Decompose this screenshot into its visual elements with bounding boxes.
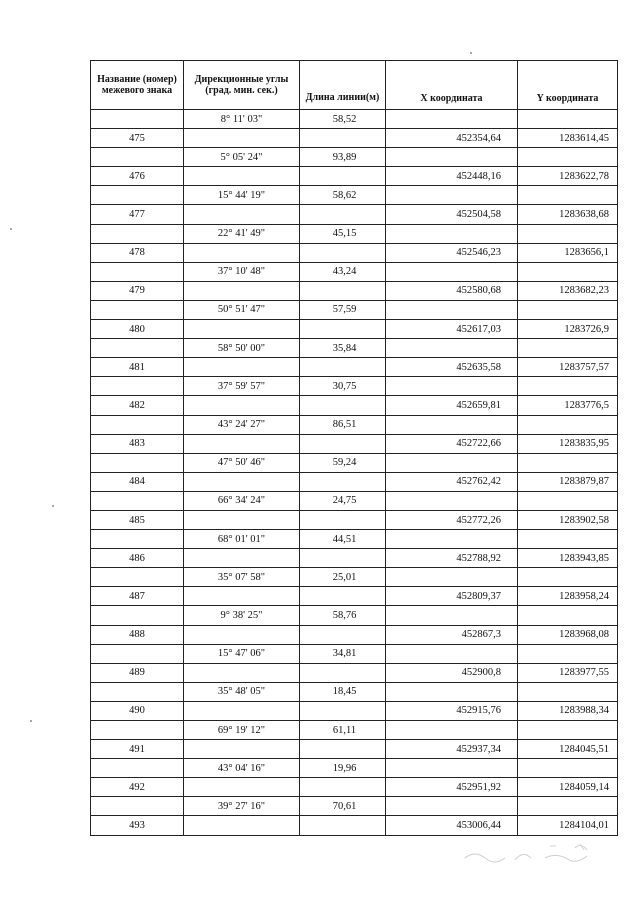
table-row <box>91 606 618 625</box>
line-length-cell: 25,01 <box>300 568 386 587</box>
sign-name-cell <box>91 568 184 587</box>
line-length-cell: 18,45 <box>300 682 386 701</box>
direction-angle-cell <box>184 396 300 415</box>
y-coordinate-cell <box>518 415 618 434</box>
speck <box>470 52 472 54</box>
table-row <box>91 358 618 377</box>
line-length-cell <box>300 129 386 148</box>
y-coordinate-cell: 1283977,55 <box>518 663 618 682</box>
table-row <box>91 453 618 472</box>
line-length-cell: 24,75 <box>300 491 386 510</box>
table-row <box>91 186 618 205</box>
sign-name-cell <box>91 797 184 816</box>
y-coordinate-cell <box>518 224 618 243</box>
table-row <box>91 778 618 797</box>
sign-name-cell: 485 <box>91 510 184 529</box>
y-coordinate-cell <box>518 491 618 510</box>
y-coordinate-cell <box>518 110 618 129</box>
y-coordinate-cell <box>518 568 618 587</box>
x-coordinate-cell: 453006,44 <box>386 816 518 835</box>
table-row <box>91 377 618 396</box>
table-row <box>91 281 618 300</box>
sign-name-cell: 489 <box>91 663 184 682</box>
x-coordinate-cell: 452546,23 <box>386 243 518 262</box>
sign-name-cell: 481 <box>91 358 184 377</box>
sign-name-cell: 490 <box>91 701 184 720</box>
y-coordinate-cell: 1283835,95 <box>518 434 618 453</box>
line-length-cell: 34,81 <box>300 644 386 663</box>
direction-angle-cell: 69° 19' 12" <box>184 721 300 740</box>
direction-angle-cell <box>184 510 300 529</box>
table-row <box>91 148 618 167</box>
x-coordinate-cell: 452722,66 <box>386 434 518 453</box>
x-coordinate-cell <box>386 186 518 205</box>
x-coordinate-cell <box>386 682 518 701</box>
direction-angle-cell <box>184 472 300 491</box>
direction-angle-cell: 35° 48' 05" <box>184 682 300 701</box>
table-header-row <box>91 61 618 110</box>
x-coordinate-cell <box>386 721 518 740</box>
line-length-cell: 30,75 <box>300 377 386 396</box>
y-coordinate-cell: 1283656,1 <box>518 243 618 262</box>
x-coordinate-cell: 452772,26 <box>386 510 518 529</box>
sign-name-cell <box>91 453 184 472</box>
sign-name-cell <box>91 491 184 510</box>
line-length-cell <box>300 358 386 377</box>
direction-angle-cell <box>184 816 300 835</box>
table-row <box>91 701 618 720</box>
direction-angle-cell: 66° 34' 24" <box>184 491 300 510</box>
sign-name-cell: 488 <box>91 625 184 644</box>
x-coordinate-cell: 452354,64 <box>386 129 518 148</box>
line-length-cell: 57,59 <box>300 300 386 319</box>
line-length-cell <box>300 434 386 453</box>
x-coordinate-cell <box>386 415 518 434</box>
x-coordinate-cell <box>386 644 518 663</box>
table-row <box>91 243 618 262</box>
y-coordinate-cell: 1283757,57 <box>518 358 618 377</box>
x-coordinate-cell <box>386 224 518 243</box>
x-coordinate-cell: 452617,03 <box>386 320 518 339</box>
x-coordinate-cell: 452504,58 <box>386 205 518 224</box>
direction-angle-cell: 37° 59' 57" <box>184 377 300 396</box>
sign-name-cell <box>91 682 184 701</box>
sign-name-cell: 493 <box>91 816 184 835</box>
direction-angle-cell: 43° 04' 16" <box>184 759 300 778</box>
line-length-cell <box>300 243 386 262</box>
y-coordinate-cell <box>518 377 618 396</box>
sign-name-cell <box>91 644 184 663</box>
sign-name-cell: 475 <box>91 129 184 148</box>
y-coordinate-cell <box>518 530 618 549</box>
direction-angle-cell: 5° 05' 24" <box>184 148 300 167</box>
sign-name-cell: 487 <box>91 587 184 606</box>
line-length-cell: 44,51 <box>300 530 386 549</box>
line-length-cell <box>300 587 386 606</box>
x-coordinate-cell: 452900,8 <box>386 663 518 682</box>
sign-name-cell: 486 <box>91 549 184 568</box>
direction-angle-cell: 35° 07' 58" <box>184 568 300 587</box>
x-coordinate-cell: 452937,34 <box>386 740 518 759</box>
table-row <box>91 491 618 510</box>
direction-angle-cell <box>184 778 300 797</box>
line-length-cell: 59,24 <box>300 453 386 472</box>
direction-angle-cell <box>184 549 300 568</box>
line-length-cell: 61,11 <box>300 721 386 740</box>
y-coordinate-cell <box>518 186 618 205</box>
sign-name-cell: 491 <box>91 740 184 759</box>
sign-name-cell: 484 <box>91 472 184 491</box>
table-body <box>91 110 618 836</box>
x-coordinate-cell: 452448,16 <box>386 167 518 186</box>
x-coordinate-cell: 452580,68 <box>386 281 518 300</box>
x-coordinate-cell: 452809,37 <box>386 587 518 606</box>
sign-name-cell <box>91 759 184 778</box>
sign-name-cell: 480 <box>91 320 184 339</box>
x-coordinate-cell <box>386 759 518 778</box>
y-coordinate-cell: 1283943,85 <box>518 549 618 568</box>
table-row <box>91 472 618 491</box>
x-coordinate-cell <box>386 262 518 281</box>
x-coordinate-cell <box>386 148 518 167</box>
header-y-coordinate: Y координата <box>518 61 618 110</box>
x-coordinate-cell <box>386 300 518 319</box>
speck <box>30 720 32 722</box>
y-coordinate-cell <box>518 759 618 778</box>
table-row <box>91 110 618 129</box>
line-length-cell <box>300 701 386 720</box>
y-coordinate-cell: 1283988,34 <box>518 701 618 720</box>
x-coordinate-cell: 452659,81 <box>386 396 518 415</box>
x-coordinate-cell <box>386 797 518 816</box>
x-coordinate-cell <box>386 339 518 358</box>
line-length-cell <box>300 816 386 835</box>
y-coordinate-cell: 1283638,68 <box>518 205 618 224</box>
x-coordinate-cell: 452788,92 <box>386 549 518 568</box>
faint-signature-marks <box>455 838 615 872</box>
sign-name-cell: 482 <box>91 396 184 415</box>
direction-angle-cell <box>184 663 300 682</box>
line-length-cell: 86,51 <box>300 415 386 434</box>
table-row <box>91 816 618 835</box>
sign-name-cell <box>91 606 184 625</box>
direction-angle-cell <box>184 701 300 720</box>
table-row <box>91 320 618 339</box>
table-row <box>91 396 618 415</box>
x-coordinate-cell <box>386 530 518 549</box>
table-row <box>91 434 618 453</box>
line-length-cell <box>300 205 386 224</box>
direction-angle-cell: 50° 51' 47" <box>184 300 300 319</box>
line-length-cell: 19,96 <box>300 759 386 778</box>
line-length-cell: 35,84 <box>300 339 386 358</box>
sign-name-cell: 478 <box>91 243 184 262</box>
direction-angle-cell: 58° 50' 00" <box>184 339 300 358</box>
direction-angle-cell <box>184 740 300 759</box>
sign-name-cell: 479 <box>91 281 184 300</box>
direction-angle-cell <box>184 167 300 186</box>
direction-angle-cell: 8° 11' 03" <box>184 110 300 129</box>
header-x-coordinate: X координата <box>386 61 518 110</box>
line-length-cell <box>300 281 386 300</box>
y-coordinate-cell <box>518 453 618 472</box>
y-coordinate-cell <box>518 339 618 358</box>
y-coordinate-cell <box>518 300 618 319</box>
y-coordinate-cell: 1283682,23 <box>518 281 618 300</box>
table-row <box>91 224 618 243</box>
table-row <box>91 129 618 148</box>
sign-name-cell <box>91 415 184 434</box>
x-coordinate-cell <box>386 110 518 129</box>
line-length-cell: 45,15 <box>300 224 386 243</box>
direction-angle-cell: 22° 41' 49" <box>184 224 300 243</box>
x-coordinate-cell <box>386 568 518 587</box>
line-length-cell <box>300 320 386 339</box>
table-row <box>91 721 618 740</box>
y-coordinate-cell <box>518 606 618 625</box>
line-length-cell: 58,76 <box>300 606 386 625</box>
table-row <box>91 625 618 644</box>
direction-angle-cell <box>184 358 300 377</box>
table-row <box>91 682 618 701</box>
table-row <box>91 300 618 319</box>
y-coordinate-cell <box>518 682 618 701</box>
direction-angle-cell <box>184 625 300 644</box>
table-row <box>91 644 618 663</box>
line-length-cell <box>300 740 386 759</box>
direction-angle-cell <box>184 205 300 224</box>
direction-angle-cell <box>184 281 300 300</box>
header-line-length: Длина линии(м) <box>300 61 386 110</box>
table-row <box>91 797 618 816</box>
y-coordinate-cell: 1283902,58 <box>518 510 618 529</box>
sign-name-cell <box>91 721 184 740</box>
sign-name-cell <box>91 110 184 129</box>
line-length-cell <box>300 510 386 529</box>
x-coordinate-cell: 452867,3 <box>386 625 518 644</box>
boundary-coordinates-table <box>90 60 618 836</box>
x-coordinate-cell: 452635,58 <box>386 358 518 377</box>
sign-name-cell <box>91 339 184 358</box>
direction-angle-cell <box>184 243 300 262</box>
x-coordinate-cell: 452951,92 <box>386 778 518 797</box>
direction-angle-cell: 68° 01' 01" <box>184 530 300 549</box>
line-length-cell <box>300 472 386 491</box>
y-coordinate-cell <box>518 644 618 663</box>
x-coordinate-cell <box>386 606 518 625</box>
x-coordinate-cell: 452915,76 <box>386 701 518 720</box>
y-coordinate-cell <box>518 797 618 816</box>
sign-name-cell <box>91 224 184 243</box>
direction-angle-cell <box>184 587 300 606</box>
y-coordinate-cell: 1283958,24 <box>518 587 618 606</box>
x-coordinate-cell <box>386 453 518 472</box>
sign-name-cell <box>91 377 184 396</box>
table-row <box>91 415 618 434</box>
y-coordinate-cell <box>518 721 618 740</box>
direction-angle-cell: 39° 27' 16" <box>184 797 300 816</box>
line-length-cell <box>300 549 386 568</box>
sign-name-cell <box>91 530 184 549</box>
sign-name-cell: 483 <box>91 434 184 453</box>
table-row <box>91 167 618 186</box>
direction-angle-cell: 47° 50' 46" <box>184 453 300 472</box>
sign-name-cell <box>91 186 184 205</box>
line-length-cell: 93,89 <box>300 148 386 167</box>
direction-angle-cell <box>184 129 300 148</box>
y-coordinate-cell: 1284104,01 <box>518 816 618 835</box>
line-length-cell <box>300 625 386 644</box>
y-coordinate-cell: 1284059,14 <box>518 778 618 797</box>
x-coordinate-cell <box>386 491 518 510</box>
line-length-cell: 43,24 <box>300 262 386 281</box>
y-coordinate-cell: 1283968,08 <box>518 625 618 644</box>
sign-name-cell <box>91 300 184 319</box>
y-coordinate-cell <box>518 148 618 167</box>
line-length-cell <box>300 396 386 415</box>
sign-name-cell <box>91 148 184 167</box>
direction-angle-cell <box>184 320 300 339</box>
table-row <box>91 549 618 568</box>
table-row <box>91 759 618 778</box>
table-row <box>91 510 618 529</box>
y-coordinate-cell: 1283622,78 <box>518 167 618 186</box>
direction-angle-cell: 43° 24' 27" <box>184 415 300 434</box>
direction-angle-cell: 37° 10' 48" <box>184 262 300 281</box>
y-coordinate-cell: 1284045,51 <box>518 740 618 759</box>
line-length-cell <box>300 167 386 186</box>
table-row <box>91 339 618 358</box>
direction-angle-cell <box>184 434 300 453</box>
line-length-cell: 58,62 <box>300 186 386 205</box>
y-coordinate-cell <box>518 262 618 281</box>
sign-name-cell: 476 <box>91 167 184 186</box>
table-row <box>91 530 618 549</box>
speck <box>52 505 54 507</box>
line-length-cell <box>300 663 386 682</box>
x-coordinate-cell <box>386 377 518 396</box>
table-row <box>91 262 618 281</box>
table-row <box>91 568 618 587</box>
y-coordinate-cell: 1283776,5 <box>518 396 618 415</box>
line-length-cell: 70,61 <box>300 797 386 816</box>
header-direction-angles: Дирекционные углы (град. мин. сек.) <box>184 61 300 110</box>
direction-angle-cell: 9° 38' 25" <box>184 606 300 625</box>
sign-name-cell <box>91 262 184 281</box>
line-length-cell: 58,52 <box>300 110 386 129</box>
line-length-cell <box>300 778 386 797</box>
y-coordinate-cell: 1283614,45 <box>518 129 618 148</box>
y-coordinate-cell: 1283726,9 <box>518 320 618 339</box>
table-row <box>91 587 618 606</box>
table-row <box>91 740 618 759</box>
x-coordinate-cell: 452762,42 <box>386 472 518 491</box>
table-row <box>91 205 618 224</box>
y-coordinate-cell: 1283879,87 <box>518 472 618 491</box>
sign-name-cell: 477 <box>91 205 184 224</box>
table-row <box>91 663 618 682</box>
direction-angle-cell: 15° 44' 19" <box>184 186 300 205</box>
sign-name-cell: 492 <box>91 778 184 797</box>
direction-angle-cell: 15° 47' 06" <box>184 644 300 663</box>
header-sign-name: Название (номер) межевого знака <box>91 61 184 110</box>
speck <box>10 228 12 230</box>
